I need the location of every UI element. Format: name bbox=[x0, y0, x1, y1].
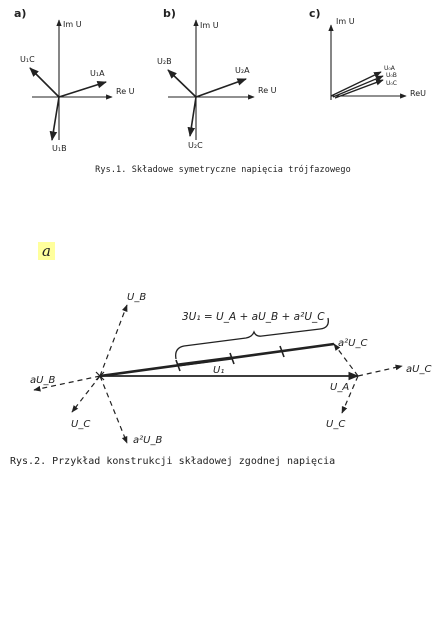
phasor-u0a-label: U₀A bbox=[384, 65, 395, 72]
phasor-u0b-label: U₀B bbox=[386, 72, 397, 79]
label-a2-ub: a²U_B bbox=[133, 435, 163, 446]
figure-1-caption: Rys.1. Składowe symetryczne napięcia trójfazowego bbox=[95, 165, 351, 175]
label-uc-right: U_C bbox=[326, 419, 346, 430]
panel-a-real-axis-label: Re U bbox=[116, 87, 135, 96]
panel-c-label: c) bbox=[309, 7, 321, 20]
phasor-u2b-label: U₂B bbox=[157, 57, 172, 66]
equation-3u1: 3U₁ = U_A + aU_B + a²U_C bbox=[182, 311, 325, 323]
panel-a-imaginary-axis-label: Im U bbox=[63, 20, 82, 29]
phasor-u2b bbox=[168, 70, 196, 97]
phasor-u1 bbox=[178, 358, 232, 365]
label-a-uc: aU_C bbox=[406, 364, 432, 375]
figure-2 bbox=[0, 280, 446, 450]
label-u1: U₁ bbox=[213, 365, 225, 376]
figure-1 bbox=[0, 0, 446, 160]
label-a-ub: aU_B bbox=[30, 375, 56, 386]
panel-c bbox=[309, 7, 426, 100]
phasor-u2c-label: U₂C bbox=[188, 141, 203, 150]
label-a2-uc: a²U_C bbox=[338, 338, 368, 349]
phasor-u2a-label: U₂A bbox=[235, 66, 250, 75]
phasor-u1b bbox=[52, 97, 59, 140]
phasor-a-uc bbox=[358, 366, 402, 376]
label-ub: U_B bbox=[127, 292, 147, 303]
brace bbox=[176, 318, 329, 359]
panel-b-label: b) bbox=[163, 7, 176, 20]
panel-c-real-axis-label: ReU bbox=[410, 89, 426, 98]
phasor-u2a bbox=[196, 79, 246, 97]
phasor-a2-ub bbox=[100, 376, 127, 443]
label-uc-left: U_C bbox=[71, 419, 91, 430]
phasor-u1a bbox=[59, 82, 106, 97]
phasor-u2c bbox=[190, 97, 196, 136]
panel-b-real-axis-label: Re U bbox=[258, 86, 277, 95]
figure-2-caption: Rys.2. Przykład konstrukcji składowej zgodnej napięcia bbox=[10, 456, 336, 467]
panel-b-imaginary-axis-label: Im U bbox=[200, 21, 219, 30]
label-ua: U_A bbox=[330, 382, 350, 393]
phasor-u1c-label: U₁C bbox=[20, 55, 35, 64]
phasor-u1b-label: U₁B bbox=[52, 144, 67, 153]
panel-c-imaginary-axis-label: Im U bbox=[336, 17, 355, 26]
phasor-uc-left bbox=[72, 376, 100, 412]
panel-a bbox=[14, 7, 135, 153]
phasor-u0c-label: U₀C bbox=[386, 80, 397, 87]
panel-a-label: a) bbox=[14, 7, 27, 20]
panel-b bbox=[157, 7, 277, 150]
phasor-u1a-label: U₁A bbox=[90, 69, 105, 78]
phasor-u0b bbox=[333, 76, 383, 97]
phasor-u1c bbox=[30, 68, 59, 97]
phasor-ub bbox=[100, 305, 127, 376]
highlighted-note-a: a bbox=[38, 242, 55, 260]
